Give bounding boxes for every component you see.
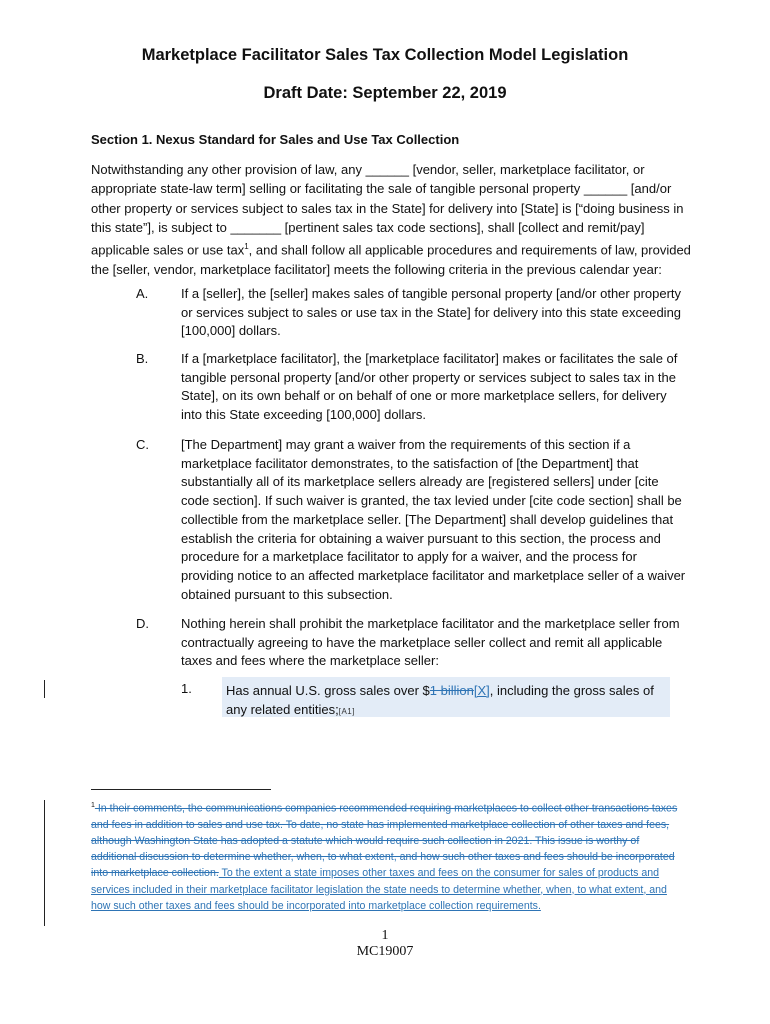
page-number: 1 <box>381 928 389 943</box>
item-letter-a: A. <box>136 286 149 301</box>
intro-text-end: , and shall follow all applicable procedures and requirements of law, provided the [seller, vendor, marketplace facilitator] meets the following criteria in the previous calendar year: <box>91 242 691 277</box>
footnote-inserted-text: To the extent a state imposes other taxes and fees on the consumer for sales of products and services included in their marketplace facilitator legislation the state needs to determine whether, when, to what extent, and how such other taxes and fees should be incorporated into marketplace collection requirements. <box>91 867 667 912</box>
subitem-text-before: Has annual U.S. gross sales over $ <box>226 683 430 698</box>
draft-date: Draft Date: September 22, 2019 <box>263 84 507 102</box>
footnote-separator <box>91 789 271 790</box>
item-letter-c: C. <box>136 437 149 452</box>
footnote-ref[interactable]: 1 <box>244 242 249 252</box>
intro-paragraph <box>91 160 691 279</box>
item-text-d: Nothing herein shall prohibit the marketplace facilitator and the marketplace seller from contractually agreeing to have the marketplace seller collect and remit all applicable taxes and fees where the marketplace seller: <box>181 616 680 669</box>
intro-text: Notwithstanding any other provision of law, any ______ [vendor, seller, marketplace facilitator, or appropriate state-law term] selling or facilitating the sale of tangible personal property ______ [and/or other property or services subject to sales tax in the State] for delivery into [State] is [“doing business in this state”], is subject to _______ [pertinent sales tax code sections], shall [collect and remit/pay] applicable sales or use tax <box>91 162 684 258</box>
deleted-text: 1 billion <box>429 683 474 698</box>
document-code: MC19007 <box>356 944 414 959</box>
item-text-c: [The Department] may grant a waiver from the requirements of this section if a marketplace facilitator demonstrates, to the satisfaction of [the Department] that substantially all of its marketplace sellers already are [registered sellers] under [cite code section]. If such waiver is granted, the tax levied under [cite code section] shall be collectible from the marketplace seller. [The Department] shall develop guidelines that establish the criteria for obtaining a waiver pursuant to this section, the process and procedure for a marketplace facilitator to apply for a waiver, and the process for providing notice to an affected marketplace facilitator and marketplace seller of a waiver obtained pursuant to this subsection. <box>181 437 686 602</box>
subitem-text-after: , including the gross sales of any related entities; <box>226 683 654 717</box>
inserted-text: [X] <box>473 683 490 698</box>
footnote <box>91 798 683 914</box>
item-text-a: If a [seller], the [seller] makes sales of tangible personal property [and/or other property or services subject to sales or use tax in the State] for delivery into this state exceeding [100,000] dollars. <box>181 286 682 339</box>
subitem-text <box>226 681 666 721</box>
comment-reference[interactable]: [A1] <box>338 707 355 716</box>
item-text-b: If a [marketplace facilitator], the [marketplace facilitator] makes or facilitates the sale of tangible personal property [and/or other property or services subject to sales tax in the State], on its own behalf or on behalf of one or more marketplace sellers, for delivery into this State exceeding [100,000] dollars. <box>181 351 678 423</box>
footnote-change-bar <box>44 800 45 926</box>
item-letter-b: B. <box>136 351 149 366</box>
item-letter-d: D. <box>136 616 149 631</box>
change-bar <box>44 680 45 698</box>
section-heading: Section 1. Nexus Standard for Sales and Use Tax Collection <box>91 132 460 147</box>
footnote-number: 1 <box>91 802 95 809</box>
footnote-deleted-text: In their comments, the communications companies recommended requiring marketplaces to collect other transactions taxes and fees in addition to sales and use tax. To date, no state has implemented marketplace collection of other taxes and fees, although Washington State has adopted a statute which would require such collection in 2021. This issue is worthy of additional discussion to determine whether, when, to what extent, and how such other taxes and fees should be incorporated into marketplace collection. <box>91 802 678 880</box>
subitem-number: 1. <box>181 681 192 696</box>
document-title: Marketplace Facilitator Sales Tax Collection Model Legislation <box>141 46 629 64</box>
